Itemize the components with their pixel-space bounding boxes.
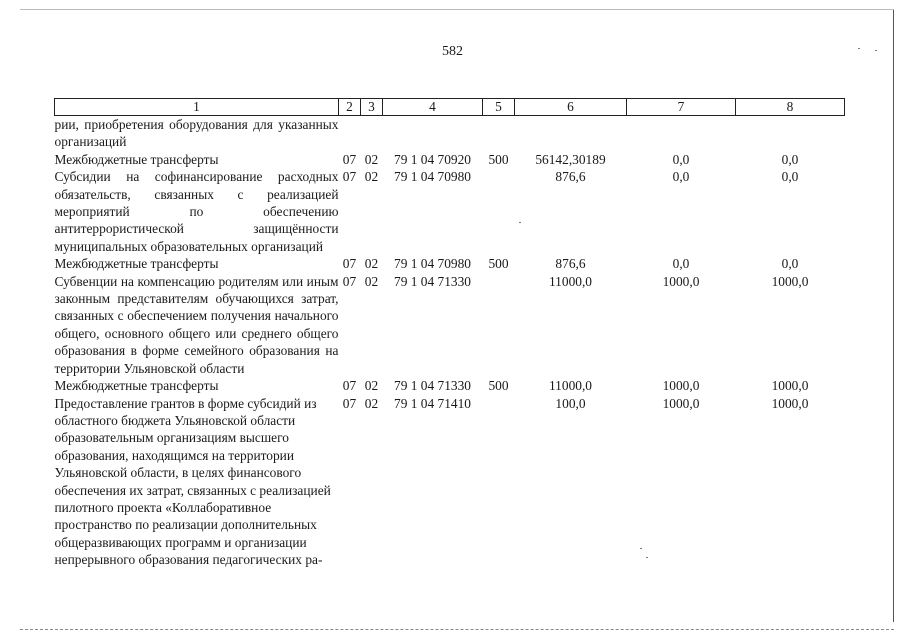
row-subsection: 02 bbox=[364, 395, 379, 411]
row-amount-col6: 11000,0 bbox=[548, 378, 593, 394]
row-section: 07 bbox=[342, 169, 357, 185]
row-amount-col8: 1000,0 bbox=[771, 395, 809, 411]
row-amount-col8: 0,0 bbox=[781, 169, 799, 185]
row-amount-col7: 1000,0 bbox=[662, 395, 700, 411]
row-amount-col6: 876,6 bbox=[555, 169, 586, 185]
page-number: 582 bbox=[442, 44, 463, 59]
table-row bbox=[55, 168, 845, 255]
column-header: 5 bbox=[483, 99, 515, 116]
row-expense-type bbox=[483, 116, 515, 151]
row-expense-type: 500 bbox=[488, 378, 509, 394]
row-subsection: 02 bbox=[364, 169, 379, 185]
row-amount-col7: 0,0 bbox=[672, 151, 690, 167]
row-subsection: 02 bbox=[364, 151, 379, 167]
row-subsection bbox=[361, 116, 383, 151]
row-amount-col7: 0,0 bbox=[672, 256, 690, 272]
scan-speck bbox=[640, 548, 642, 549]
row-amount-col6: 11000,0 bbox=[548, 273, 593, 289]
row-subsection: 02 bbox=[364, 378, 379, 394]
page-edge-bottom bbox=[20, 629, 894, 631]
row-subsection: 02 bbox=[364, 256, 379, 272]
table-row bbox=[55, 116, 845, 151]
table-row bbox=[55, 377, 845, 394]
row-amount-col6: 100,0 bbox=[555, 395, 586, 411]
column-header: 3 bbox=[361, 99, 383, 116]
row-subsection: 02 bbox=[364, 273, 379, 289]
row-expense-type: 500 bbox=[488, 151, 509, 167]
row-expense-type bbox=[483, 168, 515, 255]
page-edge-right bbox=[893, 10, 894, 622]
table-row bbox=[55, 273, 845, 377]
table-row bbox=[55, 395, 845, 569]
row-target-article bbox=[383, 116, 483, 151]
row-section bbox=[339, 116, 361, 151]
row-name: Субсидии на софинансирование расходных обязательств, связанных с реализацией мероприятий по обеспечению антитеррористической защищённости муниципальных образовательных организаций bbox=[54, 169, 339, 254]
row-amount-col7: 1000,0 bbox=[662, 273, 700, 289]
column-header: 2 bbox=[339, 99, 361, 116]
row-target-article: 79 1 04 70980 bbox=[394, 169, 471, 185]
row-amount-col8 bbox=[736, 116, 845, 151]
row-name: Межбюджетные трансферты bbox=[54, 378, 219, 394]
row-amount-col6: 876,6 bbox=[555, 256, 586, 272]
scan-speck bbox=[646, 557, 648, 558]
row-target-article: 79 1 04 71330 bbox=[394, 378, 471, 394]
column-header: 1 bbox=[55, 99, 339, 116]
row-amount-col7: 0,0 bbox=[672, 169, 690, 185]
row-target-article: 79 1 04 71330 bbox=[394, 273, 471, 289]
row-section: 07 bbox=[342, 256, 357, 272]
row-name: Субвенции на компенсацию родителям или иным законным представителям обучающихся затрат, связанных с обеспечением получения начального общего, основного общего или среднего общего образования в форме семейного образования на территории Ульяновской области bbox=[54, 273, 339, 376]
table-row bbox=[55, 255, 845, 272]
row-section: 07 bbox=[342, 151, 357, 167]
row-amount-col6: 56142,30189 bbox=[535, 151, 606, 167]
row-target-article: 79 1 04 70920 bbox=[394, 151, 471, 167]
row-amount-col7 bbox=[627, 116, 736, 151]
row-amount-col7: 1000,0 bbox=[662, 378, 700, 394]
row-expense-type bbox=[483, 395, 515, 569]
row-expense-type: 500 bbox=[488, 256, 509, 272]
row-amount-col6 bbox=[515, 116, 627, 151]
column-header: 8 bbox=[736, 99, 845, 116]
row-amount-col8: 0,0 bbox=[781, 151, 799, 167]
row-name: Межбюджетные трансферты bbox=[54, 151, 219, 167]
budget-table bbox=[54, 98, 845, 569]
row-amount-col8: 0,0 bbox=[781, 256, 799, 272]
page-edge-top bbox=[20, 9, 894, 10]
row-section: 07 bbox=[342, 273, 357, 289]
table-row bbox=[55, 151, 845, 168]
scan-speck bbox=[875, 50, 877, 51]
row-target-article: 79 1 04 70980 bbox=[394, 256, 471, 272]
column-header: 6 bbox=[515, 99, 627, 116]
scan-speck bbox=[858, 48, 860, 49]
row-amount-col8: 1000,0 bbox=[771, 378, 809, 394]
row-name: Межбюджетные трансферты bbox=[54, 256, 219, 272]
row-name: рии, приобретения оборудования для указанных организаций bbox=[54, 117, 339, 150]
row-expense-type bbox=[483, 273, 515, 377]
table-header-row bbox=[55, 99, 845, 116]
row-name: Предоставление грантов в форме субсидий из областного бюджета Ульяновской области образовательным организациям высшего образования, находящимся на территории Ульяновской области, в целях финансового обеспечения их затрат, связанных с реализацией пилотного проекта «Коллаборативное пространство по реализации дополнительных общеразвивающих программ и организации непрерывного образования педагогических ра- bbox=[54, 395, 331, 568]
column-header: 7 bbox=[627, 99, 736, 116]
row-section: 07 bbox=[342, 378, 357, 394]
row-target-article: 79 1 04 71410 bbox=[394, 395, 471, 411]
column-header: 4 bbox=[383, 99, 483, 116]
row-section: 07 bbox=[342, 395, 357, 411]
scan-speck bbox=[519, 222, 521, 223]
row-amount-col8: 1000,0 bbox=[771, 273, 809, 289]
